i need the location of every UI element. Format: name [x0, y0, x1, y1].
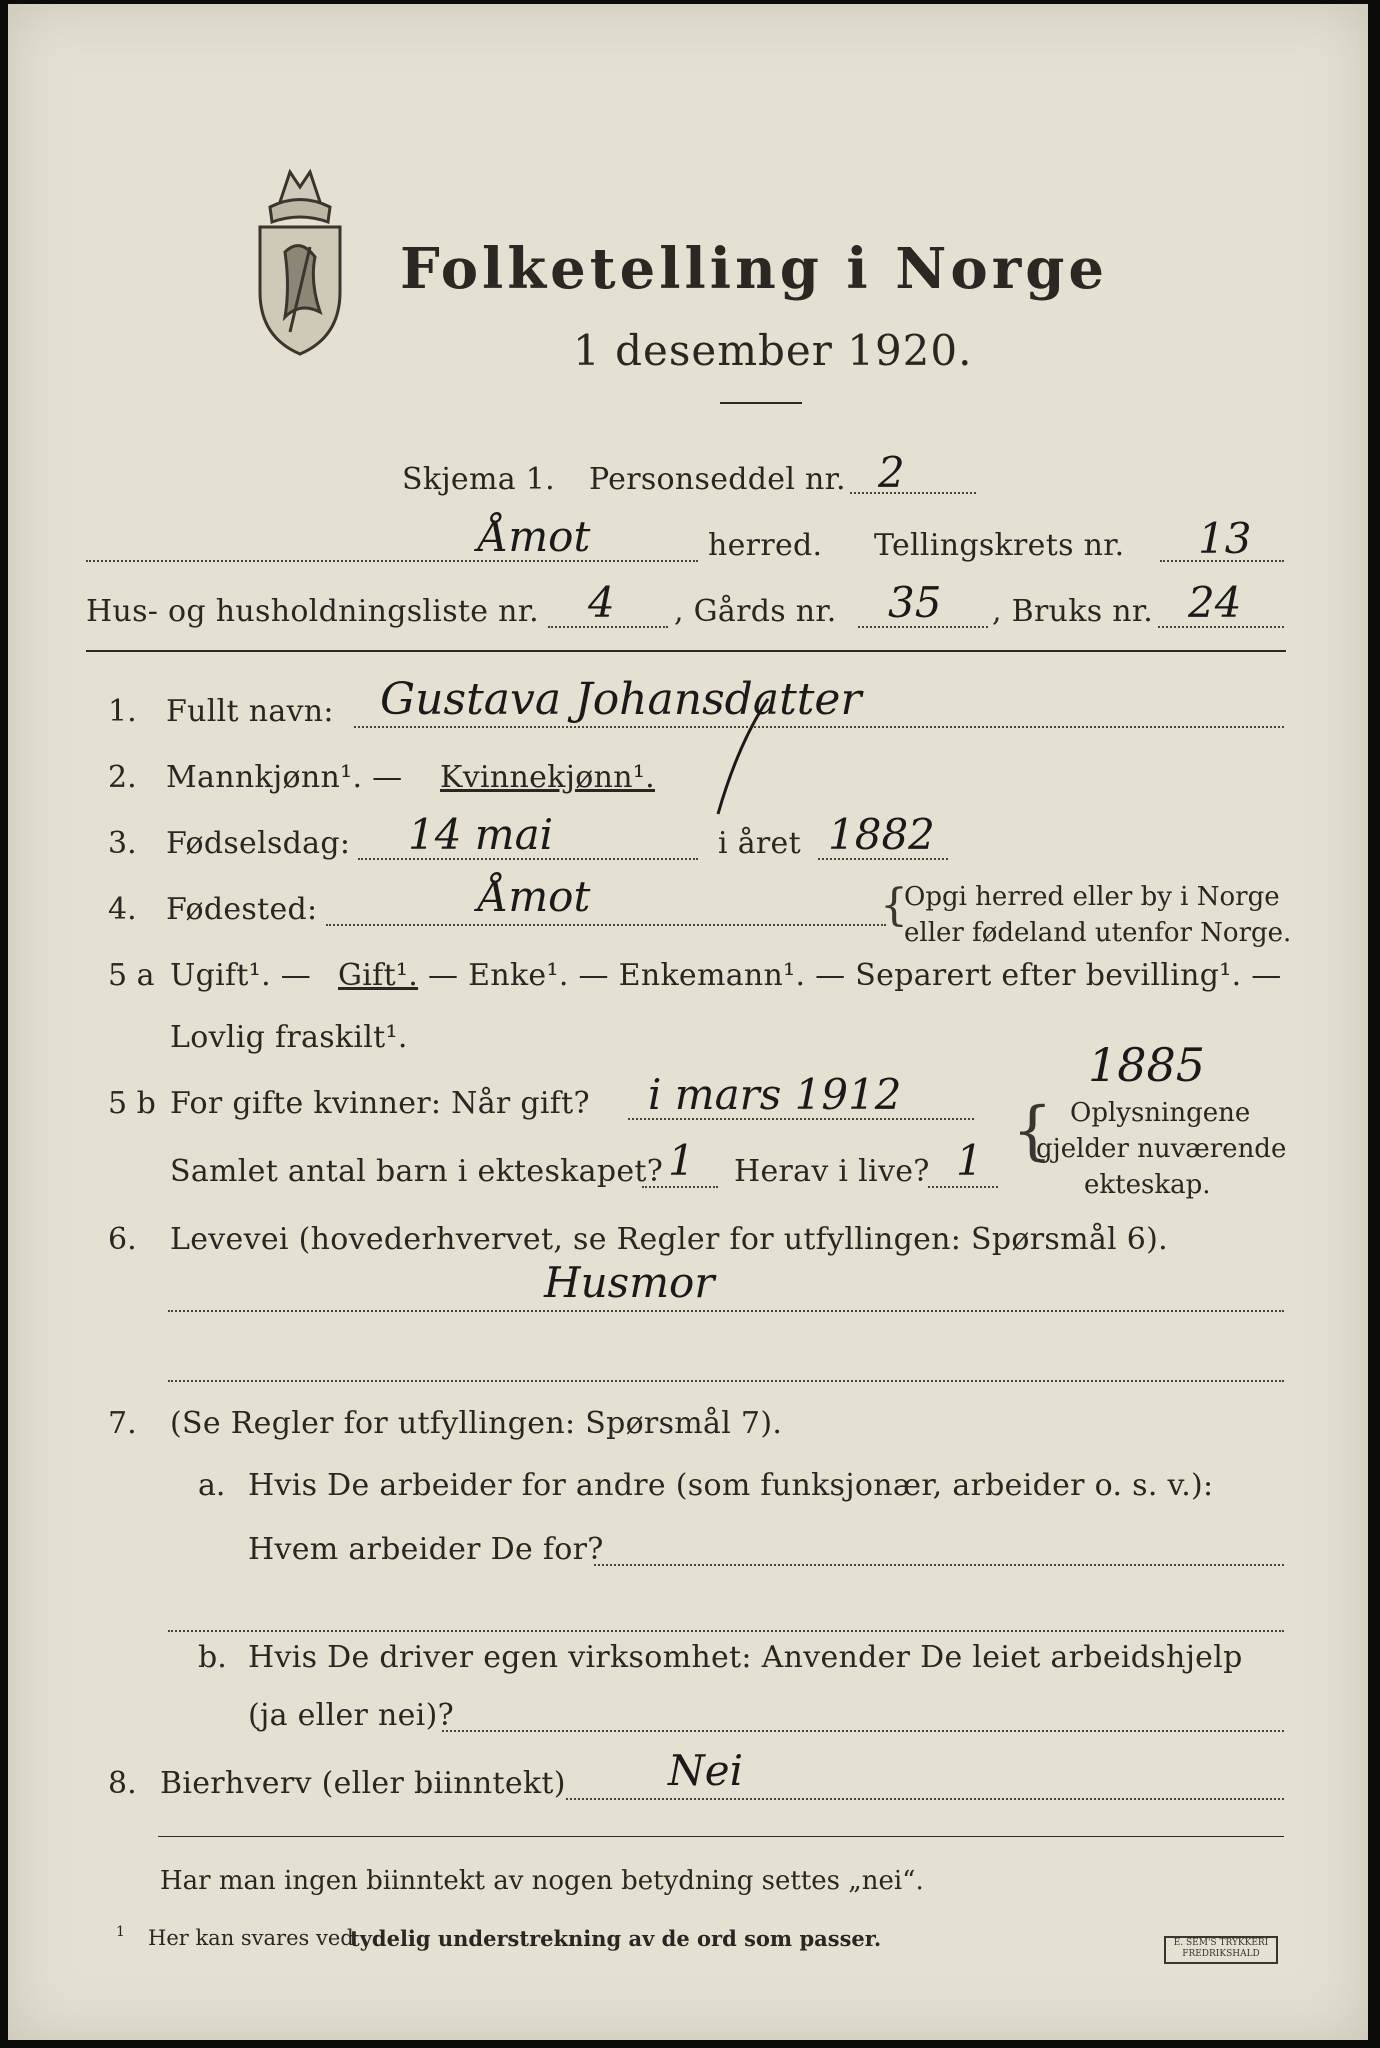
q5a-other-options: — Enke¹. — Enkemann¹. — Separert efter bevilling¹. —: [428, 958, 1282, 993]
q4-note-line1: Opgi herred eller by i Norge: [904, 882, 1280, 912]
q2-female-option: Kvinnekjønn¹.: [440, 760, 655, 795]
q1-label: Fullt navn:: [166, 694, 334, 729]
q5b-barn-value: 1: [668, 1136, 695, 1185]
handwritten-stroke-icon: [698, 694, 788, 824]
q7b-text2: (ja eller nei)?: [248, 1698, 454, 1733]
q7a-text2: Hvem arbeider De for?: [248, 1532, 604, 1567]
q5b-brace: {: [1012, 1094, 1053, 1168]
q4-number: 4.: [108, 892, 137, 927]
q5b-annotation-year: 1885: [1088, 1038, 1206, 1092]
q5b-live-label: Herav i live?: [734, 1154, 930, 1189]
personseddel-label: Personseddel nr.: [589, 462, 846, 497]
herred-value: Åmot: [478, 512, 591, 561]
header-divider: [86, 650, 1286, 652]
q4-birthplace-value: Åmot: [478, 872, 591, 921]
q5a-fraskilt-option: Lovlig fraskilt¹.: [170, 1020, 408, 1055]
footnote-text-a: Her kan svares ved: [148, 1926, 354, 1950]
q3-number: 3.: [108, 826, 137, 861]
census-form-sheet: [8, 4, 1368, 2040]
q7a-text: Hvis De arbeider for andre (som funksjonær, arbeider o. s. v.):: [248, 1468, 1214, 1503]
q5b-label: For gifte kvinner: Når gift?: [170, 1086, 590, 1121]
q3-year-label: i året: [718, 826, 801, 861]
norway-coat-of-arms-icon: [240, 162, 360, 362]
q5b-number: 5 b: [108, 1086, 156, 1121]
title-divider: [720, 402, 802, 404]
footnote-mark: 1: [116, 1924, 125, 1940]
q5b-note-line3: ekteskap.: [1084, 1170, 1211, 1200]
footer-divider: [158, 1836, 1284, 1837]
q5b-note-line1: Oplysningene: [1070, 1098, 1251, 1128]
q5b-barn-label: Samlet antal barn i ekteskapet?: [170, 1154, 664, 1189]
q8-side-income-value: Nei: [668, 1746, 744, 1795]
footnote-text-b: tydelig understrekning av de ord som passer.: [350, 1926, 882, 1951]
tellingskrets-value: 13: [1198, 514, 1252, 563]
husliste-value: 4: [588, 578, 615, 627]
q4-note-line2: eller fødeland utenfor Norge.: [904, 918, 1292, 948]
gards-value: 35: [888, 578, 942, 627]
personseddel-value: 2: [878, 448, 905, 497]
q7-number: 7.: [108, 1406, 137, 1441]
q4-brace: {: [880, 880, 908, 931]
gards-label: , Gårds nr.: [674, 594, 837, 629]
husliste-label: Hus- og husholdningsliste nr.: [86, 594, 539, 629]
form-title: Folketelling i Norge: [400, 236, 1109, 302]
q8-label: Bierhverv (eller biinntekt): [160, 1766, 566, 1801]
q6-number: 6.: [108, 1222, 137, 1257]
q5a-ugift-option: Ugift¹. —: [170, 958, 312, 993]
q5b-live-value: 1: [956, 1136, 983, 1185]
q3-birthday-value: 14 mai: [408, 810, 554, 859]
q7b-letter: b.: [198, 1640, 227, 1675]
q6-label: Levevei (hovederhvervet, se Regler for utfyllingen: Spørsmål 6).: [170, 1222, 1168, 1257]
tellingskrets-label: Tellingskrets nr.: [874, 528, 1125, 563]
bruks-label: , Bruks nr.: [992, 594, 1154, 629]
q7b-text: Hvis De driver egen virksomhet: Anvender De leiet arbeidshjelp: [248, 1640, 1243, 1675]
printer-stamp: E. SEM'S TRYKKERI FREDRIKSHALD: [1164, 1936, 1278, 1964]
form-date: 1 desember 1920.: [573, 326, 973, 375]
q3-year-value: 1882: [828, 810, 935, 859]
q5b-note-line2: gjelder nuværende: [1036, 1134, 1287, 1164]
q1-number: 1.: [108, 694, 137, 729]
herred-label: herred.: [708, 528, 823, 563]
q3-label: Fødselsdag:: [166, 826, 351, 861]
q5b-married-value: i mars 1912: [648, 1070, 902, 1119]
q5a-number: 5 a: [108, 958, 155, 993]
bruks-value: 24: [1188, 578, 1242, 627]
q2-male-option: Mannkjønn¹. —: [166, 760, 403, 795]
q2-number: 2.: [108, 760, 137, 795]
q4-label: Fødested:: [166, 892, 318, 927]
q6-livelihood-value: Husmor: [544, 1258, 715, 1307]
q7a-letter: a.: [198, 1468, 226, 1503]
q5a-gift-option: Gift¹.: [338, 958, 419, 993]
footer-note: Har man ingen biinntekt av nogen betydning settes „nei“.: [160, 1866, 924, 1896]
skjema-label: Skjema 1.: [402, 462, 555, 497]
q7-label: (Se Regler for utfyllingen: Spørsmål 7).: [170, 1406, 783, 1441]
q8-number: 8.: [108, 1766, 137, 1801]
q1-full-name-value: Gustava Johansdatter: [380, 674, 862, 725]
